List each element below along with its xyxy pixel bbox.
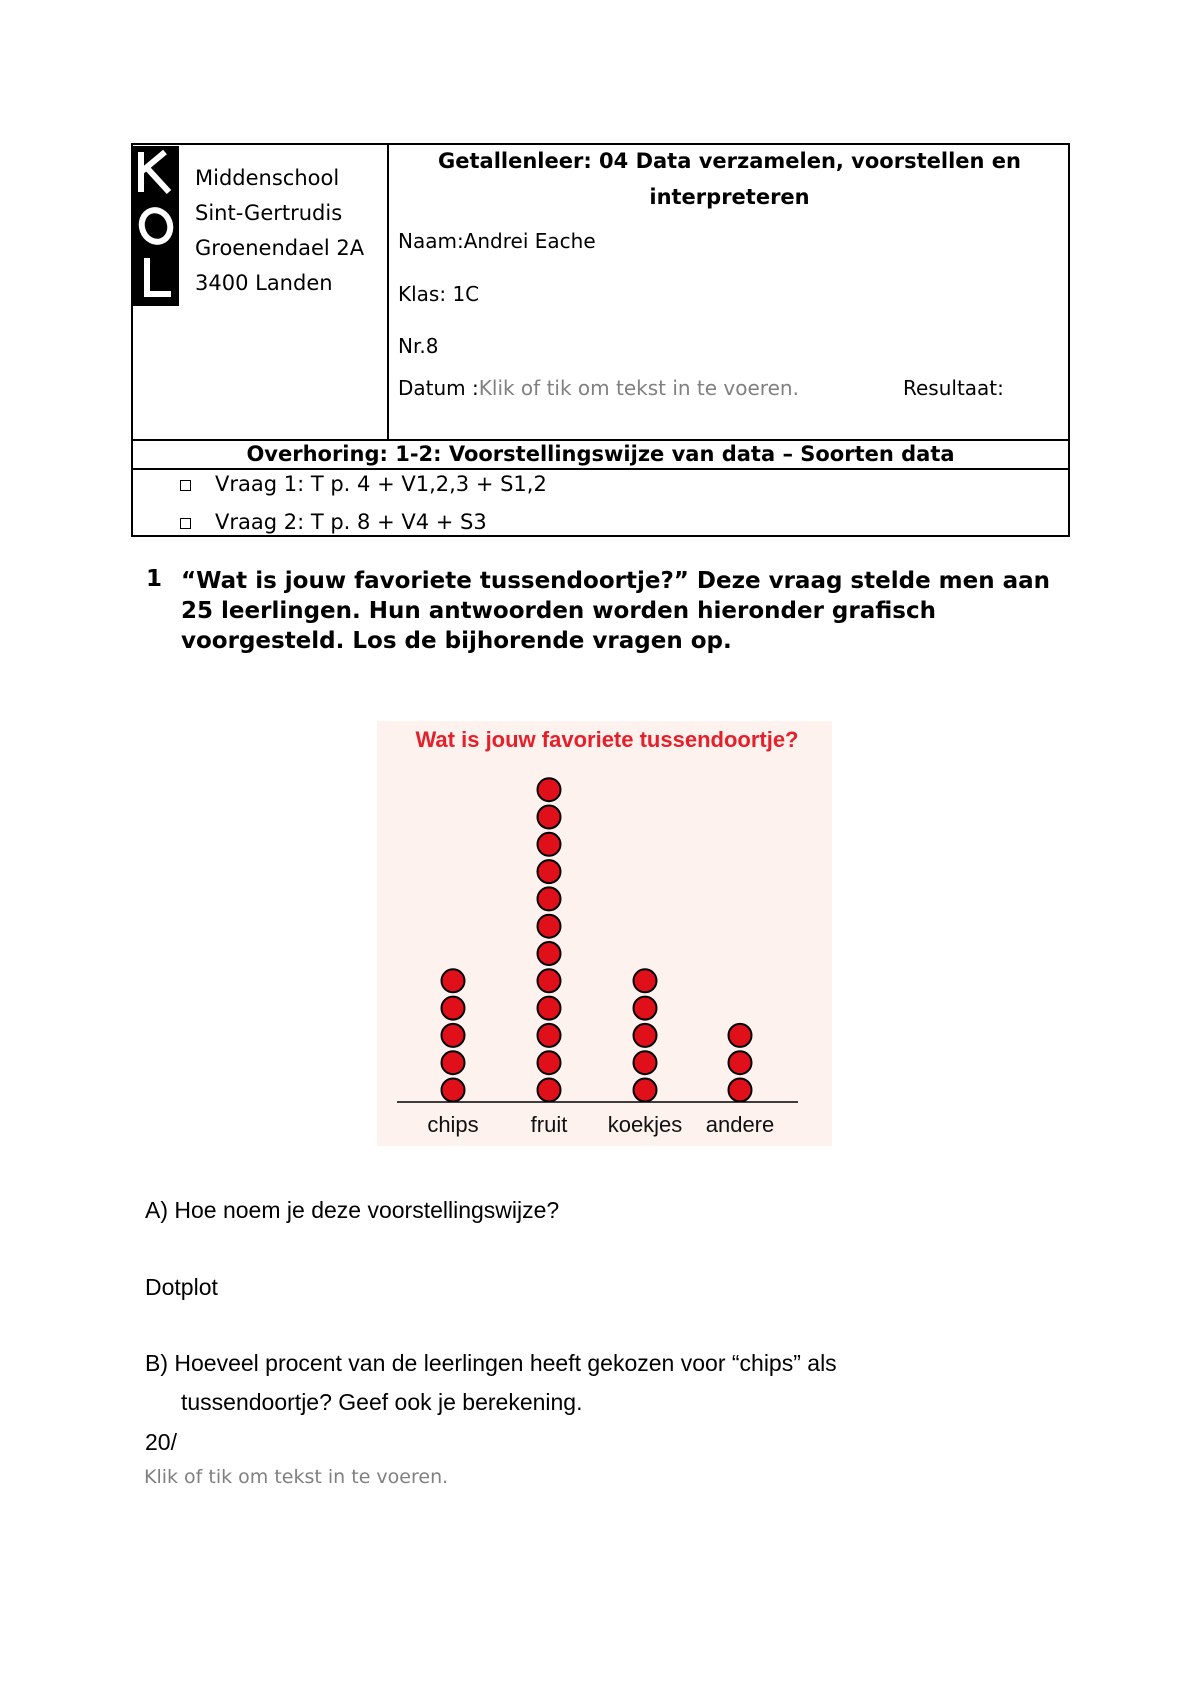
dot-koekjes (634, 969, 657, 992)
question-b-line2: tussendoortje? Geef ook je berekening. (181, 1389, 583, 1415)
school-subname: Sint-Gertrudis (195, 201, 343, 225)
answer-a[interactable]: Dotplot (145, 1274, 218, 1300)
answer-b[interactable]: 20/ (145, 1429, 177, 1455)
dot-andere (729, 1051, 752, 1074)
dot-fruit (538, 778, 561, 801)
dot-fruit (538, 915, 561, 938)
dot-fruit (538, 806, 561, 829)
school-city: 3400 Landen (195, 271, 333, 295)
dot-chips (442, 969, 465, 992)
klas-field[interactable]: Klas: 1C (398, 282, 480, 306)
category-label-koekjes: koekjes (607, 1112, 683, 1137)
category-label-fruit: fruit (530, 1112, 568, 1137)
checkbox-vraag2[interactable] (180, 518, 191, 529)
overhoring-title: Overhoring: 1-2: Voorstellingswijze van data – Soorten data (246, 442, 955, 466)
dot-fruit (538, 997, 561, 1020)
datum-placeholder[interactable]: Klik of tik om tekst in te voeren. (478, 376, 799, 400)
nr-field[interactable]: Nr.8 (398, 334, 439, 358)
resultaat-label: Resultaat: (903, 376, 1004, 400)
dot-chips (442, 1051, 465, 1074)
dot-chips (442, 1079, 465, 1102)
vraag1-label: Vraag 1: T p. 4 + V1,2,3 + S1,2 (215, 472, 547, 496)
school-name: Middenschool (195, 166, 340, 190)
dot-koekjes (634, 1024, 657, 1047)
dot-fruit (538, 1051, 561, 1074)
question-number: 1 (146, 566, 163, 592)
dot-fruit (538, 833, 561, 856)
category-label-andere: andere (705, 1112, 775, 1137)
question-text: “Wat is jouw favoriete tussendoortje?” Deze vraag stelde men aan 25 leerlingen. Hun antwoorden worden hieronder grafisch voorgesteld. Los de bijhorende vragen op. (181, 568, 1051, 654)
school-street: Groenendael 2A (195, 236, 365, 260)
chart-title: Wat is jouw favoriete tussendoortje? (415, 727, 799, 752)
dotplot-chart (377, 721, 832, 1146)
question-a: A) Hoe noem je deze voorstellingswijze? (145, 1197, 560, 1223)
question-b-line1: B) Hoeveel procent van de leerlingen heeft gekozen voor “chips” als (145, 1350, 837, 1376)
dot-koekjes (634, 1079, 657, 1102)
dot-chips (442, 1024, 465, 1047)
dot-fruit (538, 969, 561, 992)
datum-field[interactable] (398, 376, 799, 400)
dot-chips (442, 997, 465, 1020)
vraag2-label: Vraag 2: T p. 8 + V4 + S3 (215, 510, 487, 534)
dot-koekjes (634, 1051, 657, 1074)
checkbox-vraag1[interactable] (180, 480, 191, 491)
dotplot-svg (377, 721, 832, 1146)
dot-fruit (538, 860, 561, 883)
document-title: Getallenleer: 04 Data verzamelen, voorstellen en interpreteren (438, 149, 1021, 209)
datum-label: Datum : (398, 376, 479, 400)
naam-field[interactable]: Naam:Andrei Eache (398, 229, 596, 253)
dot-fruit (538, 942, 561, 965)
category-label-chips: chips (427, 1112, 479, 1137)
dot-andere (729, 1024, 752, 1047)
header-divider (387, 143, 389, 441)
dot-fruit (538, 887, 561, 910)
dot-andere (729, 1079, 752, 1102)
header-divider (131, 468, 1070, 470)
dot-koekjes (634, 997, 657, 1020)
answer-b-placeholder[interactable]: Klik of tik om tekst in te voeren. (144, 1466, 449, 1488)
dot-fruit (538, 1079, 561, 1102)
dot-fruit (538, 1024, 561, 1047)
